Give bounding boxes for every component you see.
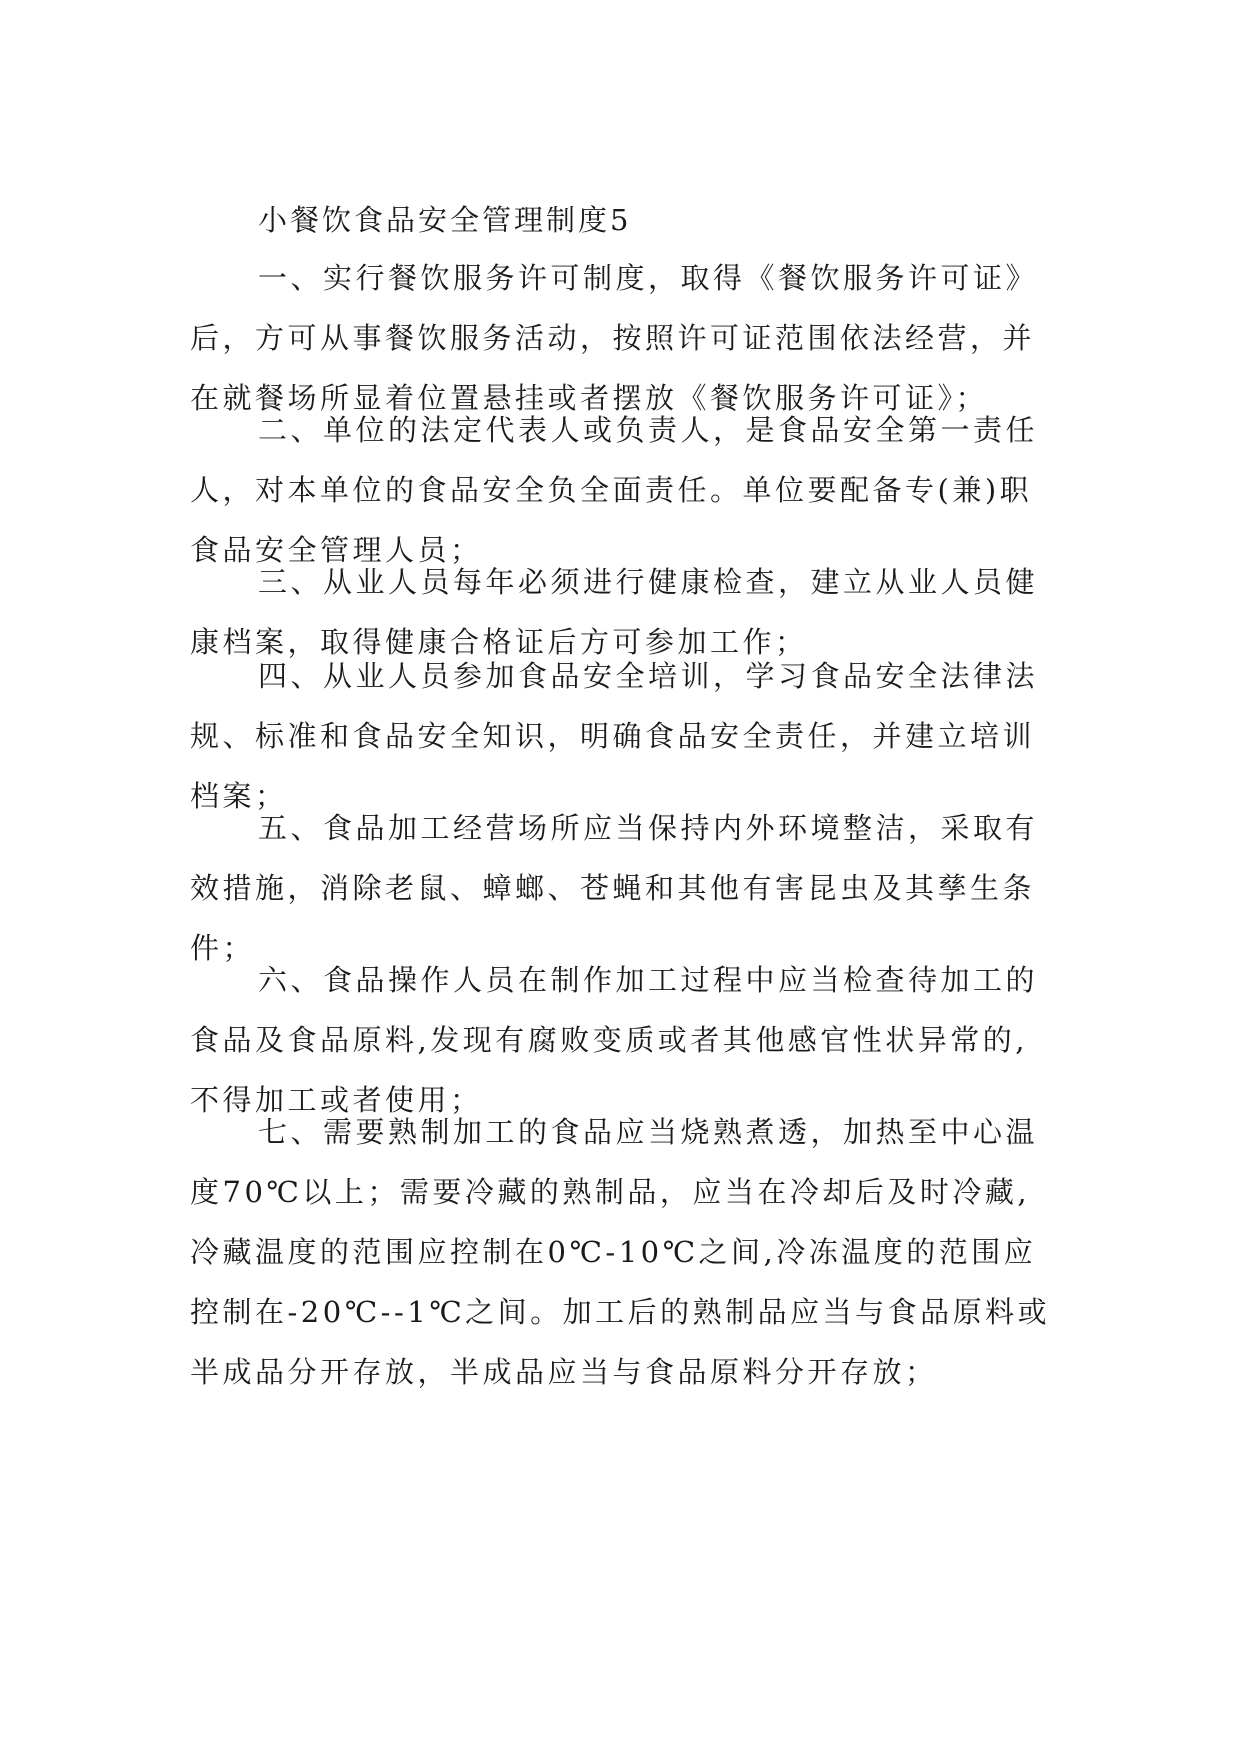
paragraph-line: 后，方可从事餐饮服务活动，按照许可证范围依法经营，并	[190, 321, 1036, 355]
paragraph-line: 档案；	[190, 779, 288, 813]
paragraph-line: 一、实行餐饮服务许可制度，取得《餐饮服务许可证》	[258, 261, 1039, 295]
paragraph-7	[190, 1102, 1070, 1402]
paragraph-line: 度70℃以上；需要冷藏的熟制品，应当在冷却后及时冷藏,	[190, 1175, 1031, 1209]
paragraph-line: 规、标准和食品安全知识，明确食品安全责任，并建立培训	[190, 719, 1036, 753]
paragraph-line: 六、食品操作人员在制作加工过程中应当检查待加工的	[258, 963, 1039, 997]
paragraph-line: 七、需要熟制加工的食品应当烧熟煮透，加热至中心温	[258, 1115, 1039, 1149]
paragraph-line: 四、从业人员参加食品安全培训，学习食品安全法律法	[258, 659, 1039, 693]
paragraph-line: 三、从业人员每年必须进行健康检查，建立从业人员健	[258, 565, 1039, 599]
paragraph-line: 食品安全管理人员；	[190, 533, 483, 567]
paragraph-line: 康档案，取得健康合格证后方可参加工作；	[190, 625, 808, 659]
paragraph-line: 在就餐场所显着位置悬挂或者摆放《餐饮服务许可证》；	[190, 381, 989, 415]
paragraph-line: 控制在-20℃--1℃之间。加工后的熟制品应当与食品原料或	[190, 1295, 1051, 1329]
paragraph-line: 冷藏温度的范围应控制在0℃-10℃之间,冷冻温度的范围应	[190, 1235, 1037, 1269]
paragraph-line: 件；	[190, 931, 256, 965]
document-title: 小餐饮食品安全管理制度5	[258, 203, 632, 237]
paragraph-line: 五、食品加工经营场所应当保持内外环境整洁，采取有	[258, 811, 1039, 845]
paragraph-line: 食品及食品原料,发现有腐败变质或者其他感官性状异常的,	[190, 1023, 1028, 1057]
paragraph-line: 不得加工或者使用；	[190, 1083, 483, 1117]
paragraph-line: 半成品分开存放，半成品应当与食品原料分开存放；	[190, 1355, 938, 1389]
paragraph-line: 人，对本单位的食品安全负全面责任。单位要配备专(兼)职	[190, 473, 1033, 507]
paragraph-line: 效措施，消除老鼠、蟑螂、苍蝇和其他有害昆虫及其孳生条	[190, 871, 1036, 905]
paragraph-line: 二、单位的法定代表人或负责人，是食品安全第一责任	[258, 413, 1039, 447]
